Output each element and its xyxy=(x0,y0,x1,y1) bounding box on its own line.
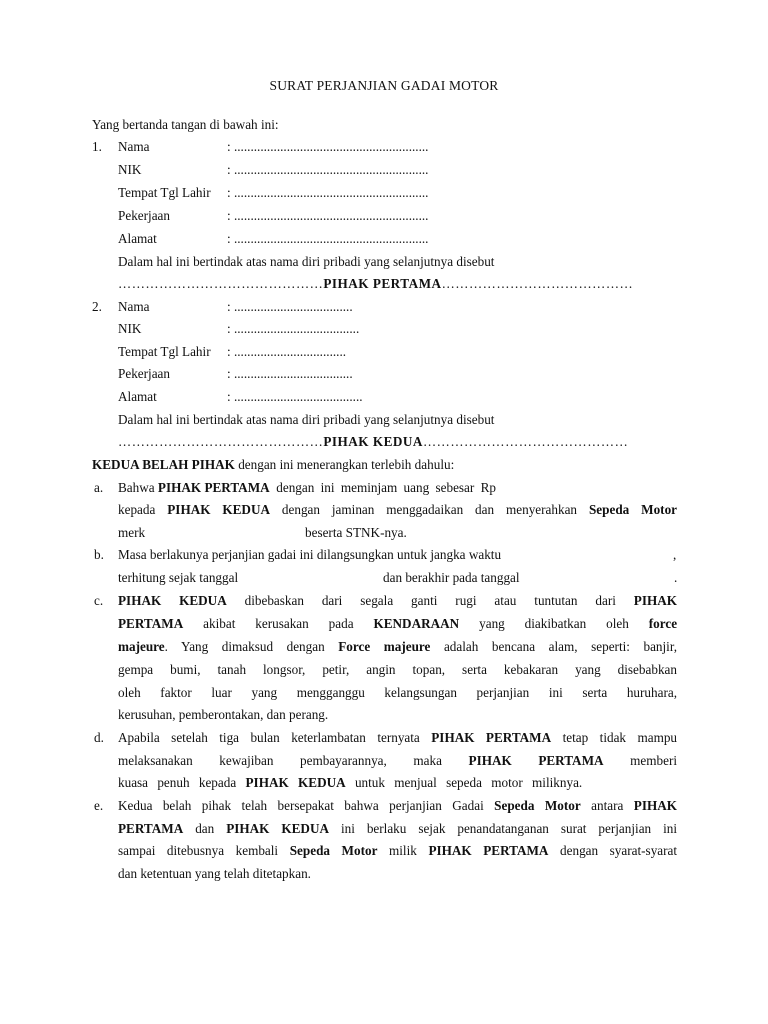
clause-e-line-2 xyxy=(118,821,677,837)
bold-term: PIHAK PERTAMA xyxy=(468,753,604,768)
clause-d-line-1 xyxy=(118,730,677,746)
intro-text: Yang bertanda tangan di bawah ini: xyxy=(92,117,279,132)
dots-left: ……………………………………… xyxy=(118,434,324,449)
text: memberi xyxy=(630,753,678,768)
field-value: : ........................................................... xyxy=(227,231,429,246)
text: Kedua belah pihak telah bersepakat bahwa perjanjian Gadai xyxy=(118,798,484,813)
bold-term: KENDARAAN xyxy=(373,616,460,631)
clause-d-line-2 xyxy=(118,753,677,769)
party-1-number: 1. xyxy=(92,139,102,154)
bold-term: force xyxy=(648,616,678,631)
clause-b-line-2-end: . xyxy=(674,570,678,585)
clause-marker: c. xyxy=(94,593,104,608)
clause-c-line-4: gempa bumi, tanah longsor, petir, angin topan, serta kebakaran yang disebabkan xyxy=(118,662,677,677)
bold-term: Sepeda Motor xyxy=(588,502,678,517)
text: kuasa penuh kepada xyxy=(118,775,237,790)
field-label: Pekerjaan xyxy=(118,366,170,381)
statement-bold: KEDUA BELAH PIHAK xyxy=(92,457,235,472)
field-label: Alamat xyxy=(118,231,157,246)
text: Apabila setelah tiga bulan keterlambatan ternyata xyxy=(118,730,420,745)
clause-c-line-3 xyxy=(118,639,677,655)
party-2-number: 2. xyxy=(92,299,102,314)
field-value: : ........................................................... xyxy=(227,162,429,177)
clause-c-line-1 xyxy=(118,593,677,609)
clause-e-line-4: dan ketentuan yang telah ditetapkan. xyxy=(118,866,311,881)
bold-term: Force majeure xyxy=(338,639,431,654)
clause-e-line-3 xyxy=(118,843,677,859)
bold-term: Sepeda Motor xyxy=(289,843,378,858)
text: tetap tidak mampu xyxy=(562,730,678,745)
party-1-name: PIHAK PERTAMA xyxy=(323,276,442,291)
text: . Yang dimaksud dengan xyxy=(164,639,325,654)
field-value: : ....................................... xyxy=(227,389,363,404)
bold-term: PERTAMA xyxy=(118,821,184,836)
field-value: : .................................. xyxy=(227,344,347,359)
field-value: : ........................................................... xyxy=(227,185,429,200)
text: ini berlaku sejak penandatanganan surat perjanjian ini xyxy=(340,821,678,836)
bold-term: majeure xyxy=(118,639,165,654)
clause-marker: d. xyxy=(94,730,104,745)
text: dibebaskan dari segala ganti rugi atau tuntutan dari xyxy=(244,593,616,608)
clause-a-merk: merk xyxy=(118,525,146,540)
bold-term: PIHAK KEDUA xyxy=(245,775,346,790)
bold-term: PIHAK PERTAMA xyxy=(431,730,552,745)
document-title: SURAT PERJANJIAN GADAI MOTOR xyxy=(269,78,499,93)
party-1-act-line: Dalam hal ini bertindak atas nama diri pribadi yang selanjutnya disebut xyxy=(118,254,495,269)
dots-left: ……………………………………… xyxy=(118,276,324,291)
clause-b-line-1: Masa berlakunya perjanjian gadai ini dilangsungkan untuk jangka waktu xyxy=(118,547,502,562)
text: dengan jaminan menggadaikan dan menyerahkan xyxy=(281,502,578,517)
bold-term: PIHAK KEDUA xyxy=(118,593,227,608)
text: antara xyxy=(591,798,624,813)
field-label: Nama xyxy=(118,299,150,314)
text: yang diakibatkan oleh xyxy=(479,616,629,631)
field-value: : ........................................................... xyxy=(227,139,429,154)
text: dan xyxy=(195,821,215,836)
clause-e-line-1 xyxy=(118,798,677,814)
party-2-designation xyxy=(118,434,628,450)
party-2-act-line: Dalam hal ini bertindak atas nama diri pribadi yang selanjutnya disebut xyxy=(118,412,495,427)
text: kepada xyxy=(118,502,156,517)
field-label: Alamat xyxy=(118,389,157,404)
clause-marker: a. xyxy=(94,480,104,495)
field-label: Pekerjaan xyxy=(118,208,170,223)
bold-term: PIHAK xyxy=(633,593,678,608)
clause-c-line-6: kerusuhan, pemberontakan, dan perang. xyxy=(118,707,329,722)
bold-term: PIHAK xyxy=(633,798,678,813)
statement-text: dengan ini menerangkan terlebih dahulu: xyxy=(238,457,455,472)
field-value: : .................................... xyxy=(227,366,353,381)
bold-term: PERTAMA xyxy=(118,616,184,631)
field-label: Nama xyxy=(118,139,150,154)
field-label: Tempat Tgl Lahir xyxy=(118,185,211,200)
field-label: NIK xyxy=(118,321,142,336)
clause-b-start-date: terhitung sejak tanggal xyxy=(118,570,239,585)
clause-a-stnk: beserta STNK-nya. xyxy=(305,525,407,540)
text: dengan ini meminjam uang sebesar Rp xyxy=(276,480,496,495)
clause-b-line-1-end: , xyxy=(673,547,677,562)
bold-term: Sepeda Motor xyxy=(494,798,581,813)
bold-term: PIHAK PERTAMA xyxy=(428,843,549,858)
statement-line xyxy=(92,457,454,473)
bold-term: PIHAK KEDUA xyxy=(167,502,270,517)
dots-right: …………………………………… xyxy=(441,276,634,291)
bold-term: PIHAK KEDUA xyxy=(226,821,329,836)
text: akibat kerusakan pada xyxy=(203,616,354,631)
clause-c-line-2 xyxy=(118,616,677,632)
text: melaksanakan kewajiban pembayarannya, maka xyxy=(118,753,442,768)
clause-d-line-3 xyxy=(118,775,582,791)
field-value: : ........................................................... xyxy=(227,208,429,223)
clause-marker: e. xyxy=(94,798,104,813)
party-2-name: PIHAK KEDUA xyxy=(323,434,423,449)
text: sampai ditebusnya kembali xyxy=(118,843,279,858)
clause-b-end-date: dan berakhir pada tanggal xyxy=(383,570,520,585)
text: adalah bencana alam, seperti: banjir, xyxy=(443,639,678,654)
text: untuk menjual sepeda motor miliknya. xyxy=(354,775,583,790)
field-label: Tempat Tgl Lahir xyxy=(118,344,211,359)
text: milik xyxy=(389,843,417,858)
field-value: : ...................................... xyxy=(227,321,360,336)
bold-term: PIHAK PERTAMA xyxy=(157,480,270,495)
clause-marker: b. xyxy=(94,547,104,562)
clause-c-line-5: oleh faktor luar yang mengganggu kelangsungan perjanjian ini serta huruhara, xyxy=(118,685,677,700)
clause-a-line-1 xyxy=(118,480,496,496)
party-1-designation xyxy=(118,276,633,292)
field-label: NIK xyxy=(118,162,142,177)
clause-a-line-2 xyxy=(118,502,677,518)
text: Bahwa xyxy=(118,480,155,495)
dots-right: ……………………………………… xyxy=(422,434,629,449)
field-value: : .................................... xyxy=(227,299,353,314)
text: dengan syarat-syarat xyxy=(560,843,678,858)
